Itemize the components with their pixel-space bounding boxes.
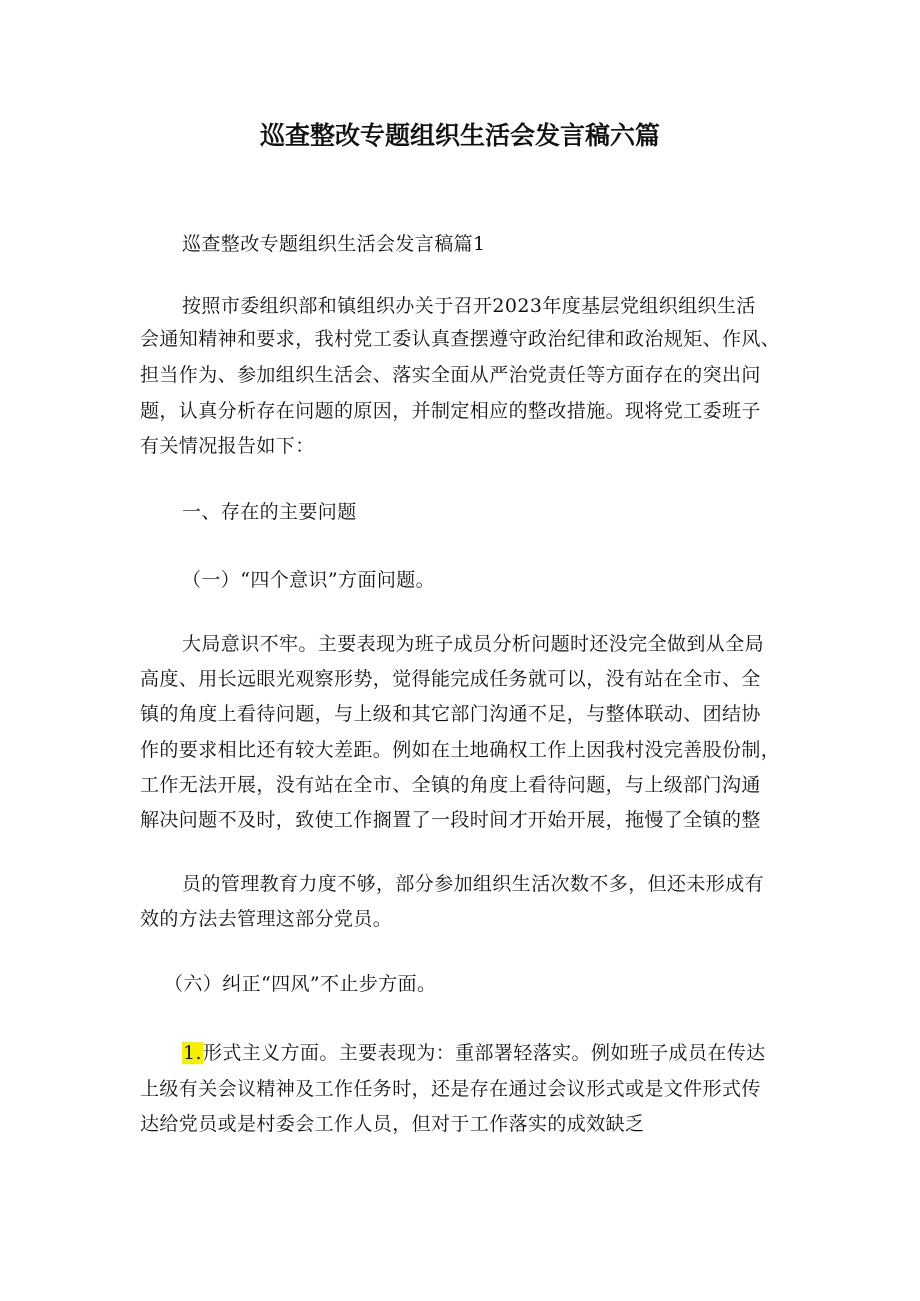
paragraph-line: 员的管理教育力度不够，部分参加组织生活次数不多，但还未形成有 [182,873,765,895]
list-item-text: 形式主义方面。主要表现为：重部署轻落实。例如班子成员在传达 [202,1042,766,1064]
section-heading: 一、存在的主要问题 [182,501,357,523]
paragraph-line: 镇的角度上看待问题，与上级和其它部门沟通不足，与整体联动、团结协 [140,703,761,725]
highlighted-number: 1. [183,1042,202,1064]
document-title: 巡查整改专题组织生活会发言稿六篇 [259,121,660,150]
list-item-line: 达给党员或是村委会工作人员，但对于工作落实的成效缺乏 [140,1113,645,1135]
paragraph-line: 工作无法开展，没有站在全市、全镇的角度上看待问题，与上级部门沟通 [140,774,761,796]
intro-line-5: 有关情况报告如下： [140,435,315,457]
intro-line-4: 题，认真分析存在问题的原因，并制定相应的整改措施。现将党工委班子 [140,400,761,422]
document-subtitle: 巡查整改专题组织生活会发言稿篇1 [182,233,486,255]
paragraph-line: 大局意识不牢。主要表现为班子成员分析问题时还没完全做到从全局 [182,633,765,655]
intro-line-1: 按照市委组织部和镇组织办关于召开2023年度基层党组织组织生活 [182,295,756,317]
paragraph-line: 高度、用长远眼光观察形势，觉得能完成任务就可以，没有站在全市、全 [140,668,761,690]
subsection-heading: （六）纠正“四风”不止步方面。 [164,973,437,995]
intro-line-2: 会通知精神和要求，我村党工委认真查摆遵守政治纪律和政治规矩、作风、 [140,328,781,350]
paragraph-line: 效的方法去管理这部分党员。 [140,908,393,930]
paragraph-line: 作的要求相比还有较大差距。例如在土地确权工作上因我村没完善股份制， [140,739,781,761]
intro-line-3: 担当作为、参加组织生活会、落实全面从严治党责任等方面存在的突出问 [140,364,761,386]
paragraph-line: 解决问题不及时，致使工作搁置了一段时间才开始开展，拖慢了全镇的整 [140,809,761,831]
list-item-line [182,1040,766,1066]
subsection-heading: （一）“四个意识”方面问题。 [182,569,436,591]
list-item-line: 上级有关会议精神及工作任务时，还是存在通过会议形式或是文件形式传 [140,1078,761,1100]
